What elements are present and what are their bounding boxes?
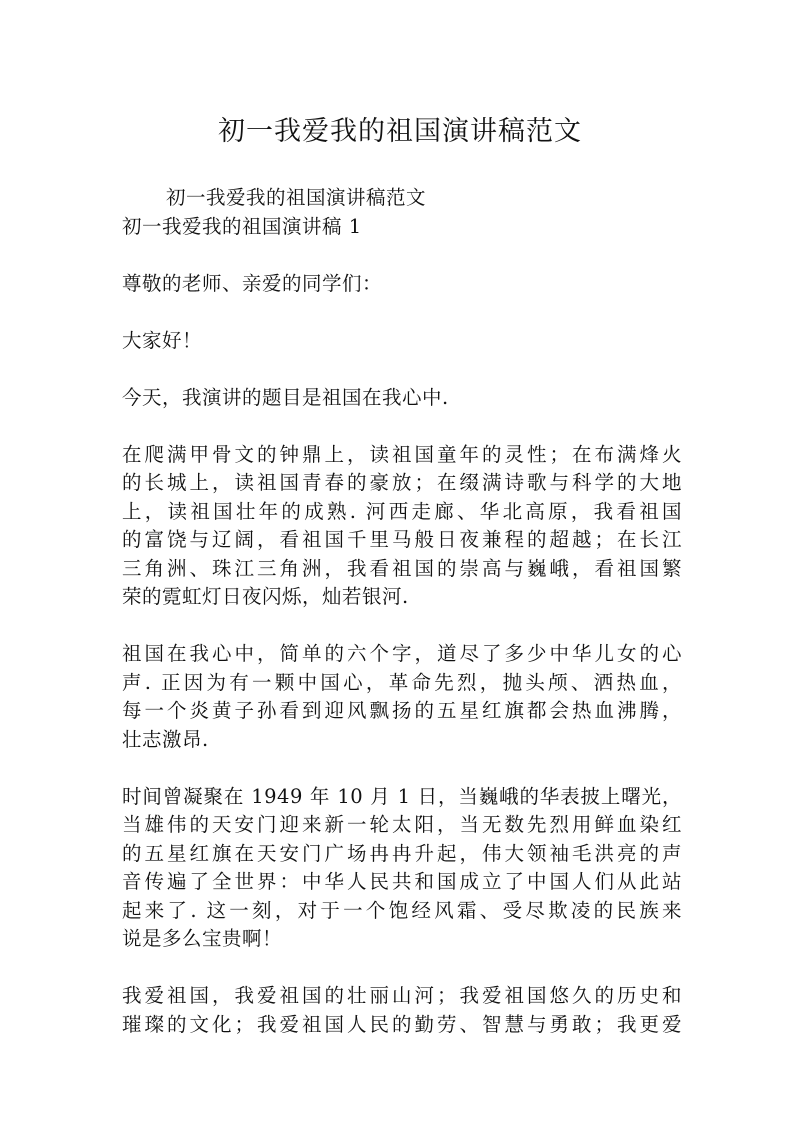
paragraph-line: 今天，我演讲的题目是祖国在我心中. [122, 385, 449, 409]
paragraph-gap [122, 355, 682, 384]
document-body [122, 184, 682, 1039]
paragraph-line: 当雄伟的天安门迎来新一轮太阳，当无数先烈用鲜血染红 [122, 813, 682, 836]
paragraph-line: 上，读祖国壮年的成熟. 河西走廊、华北高原，我看祖国 [122, 499, 682, 523]
paragraph-line: 我爱祖国，我爱祖国的壮丽山河；我爱祖国悠久的历史和 [122, 984, 682, 1007]
hello-line: 大家好！ [122, 328, 203, 352]
paragraph-gap [122, 298, 682, 327]
paragraph-line: 在爬满甲骨文的钟鼎上，读祖国童年的灵性；在布满烽火 [122, 442, 682, 466]
speech-heading: 初一我爱我的祖国演讲稿 1 [122, 214, 362, 238]
paragraph-line: 璀璨的文化；我爱祖国人民的勤劳、智慧与勇敢；我更爱 [122, 1012, 682, 1036]
paragraph-gap [122, 241, 682, 270]
greeting-line: 尊敬的老师、亲爱的同学们： [122, 271, 383, 295]
document-title: 初一我爱我的祖国演讲稿范文 [218, 116, 582, 147]
paragraph-gap [122, 412, 682, 441]
paragraph-4 [122, 783, 682, 954]
paragraph-3 [122, 640, 682, 754]
paragraph-2 [122, 441, 682, 612]
paragraph-line: 祖国在我心中，简单的六个字，道尽了多少中华儿女的心 [122, 642, 682, 665]
paragraph-line: 声. 正因为有一颗中国心，革命先烈，抛头颅、洒热血， [122, 670, 682, 694]
paragraph-line: 起来了. 这一刻，对于一个饱经风霜、受尽欺凌的民族来 [122, 898, 682, 922]
paragraph-line: 每一个炎黄子孙看到迎风飘扬的五星红旗都会热血沸腾， [122, 699, 682, 722]
paragraph-5 [122, 982, 682, 1039]
paragraph-line: 音传遍了全世界：中华人民共和国成立了中国人们从此站 [122, 870, 682, 893]
document-subtitle: 初一我爱我的祖国演讲稿范文 [166, 186, 427, 209]
paragraph-line: 的长城上，读祖国青春的豪放；在缀满诗歌与科学的大地 [122, 471, 682, 494]
paragraph-gap [122, 954, 682, 983]
paragraph-line: 说是多么宝贵啊！ [122, 927, 283, 950]
paragraph-1 [122, 384, 682, 413]
paragraph-line: 荣的霓虹灯日夜闪烁，灿若银河. [122, 585, 409, 608]
paragraph-line: 的五星红旗在天安门广场冉冉升起，伟大领袖毛洪亮的声 [122, 841, 682, 865]
paragraph-line: 时间曾凝聚在 1949 年 10 月 1 日，当巍峨的华表披上曙光， [122, 784, 682, 808]
paragraph-gap [122, 612, 682, 641]
paragraph-gap [122, 754, 682, 783]
paragraph-line: 的富饶与辽阔，看祖国千里马般日夜兼程的超越；在长江 [122, 528, 682, 551]
paragraph-line: 壮志激昂. [122, 727, 209, 751]
paragraph-line: 三角洲、珠江三角洲，我看祖国的崇高与巍峨，看祖国繁 [122, 556, 682, 580]
